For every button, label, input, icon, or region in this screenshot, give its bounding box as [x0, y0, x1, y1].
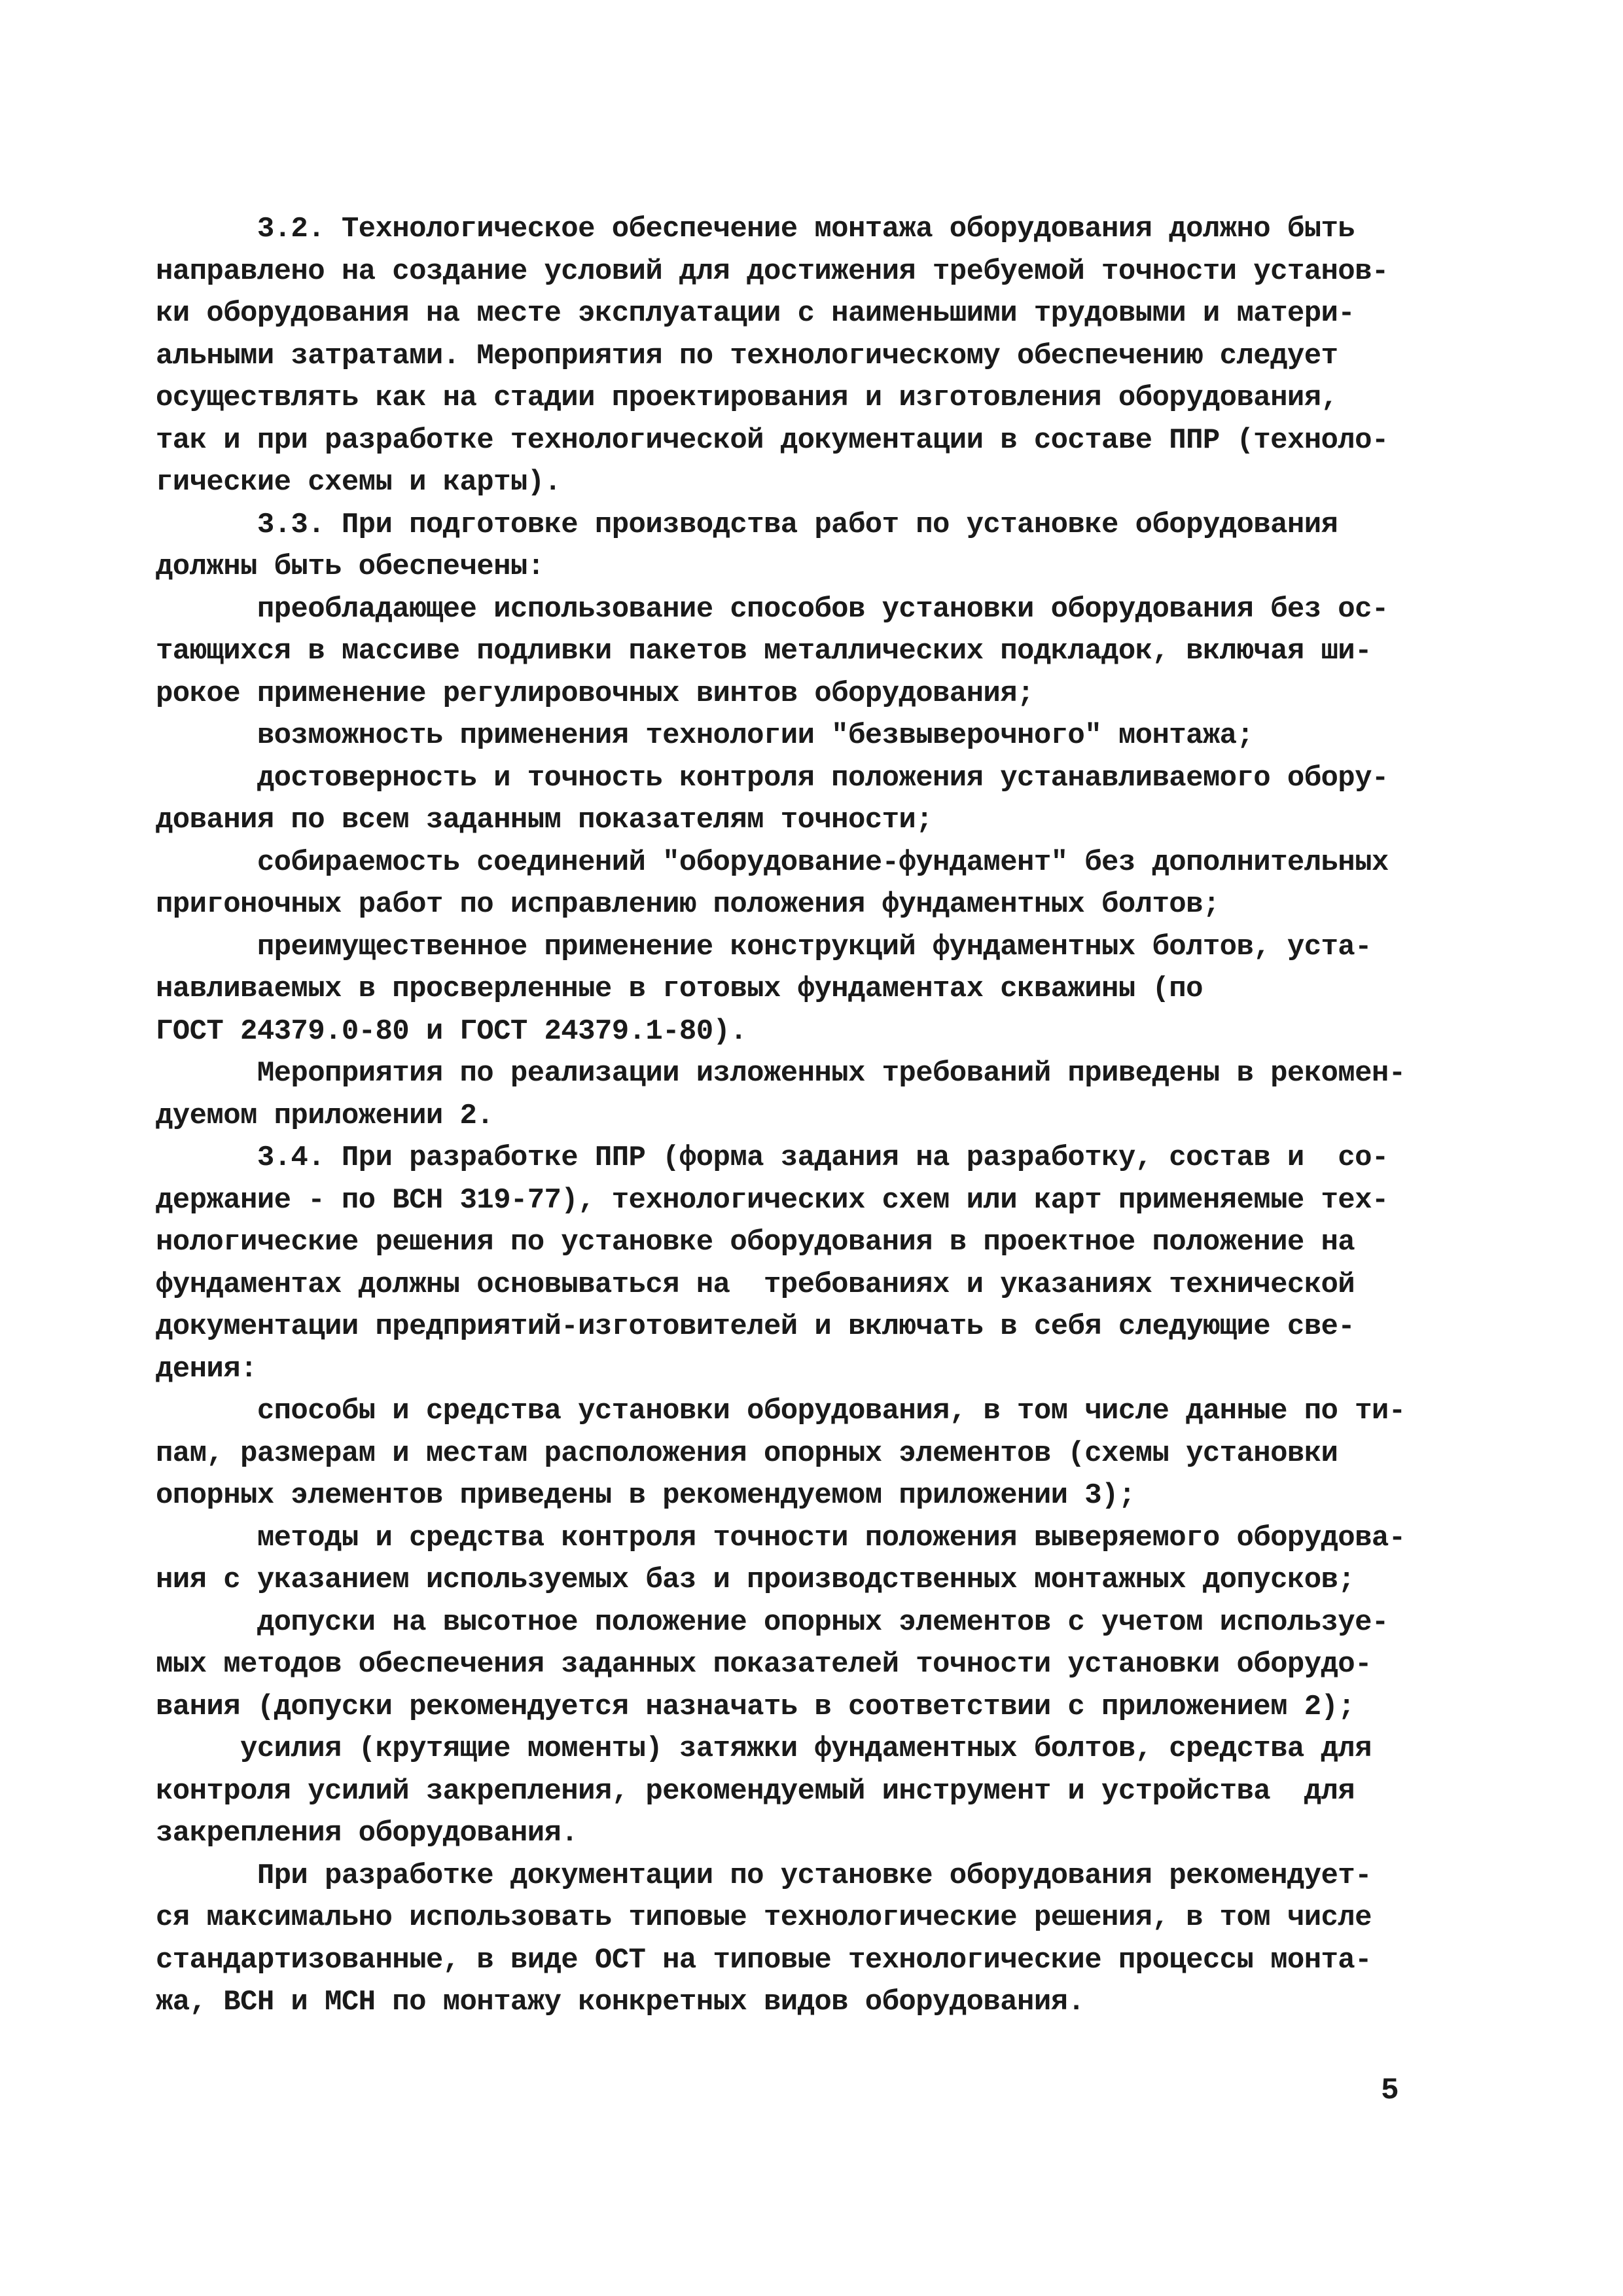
text-line: ГОСТ 24379.0-80 и ГОСТ 24379.1-80). — [156, 1014, 747, 1048]
document-body — [156, 208, 1412, 2024]
text-line: мых методов обеспечения заданных показателей точности установки оборудо- — [156, 1648, 1372, 1681]
text-line: достоверность и точность контроля положения устанавливаемого обору- — [156, 761, 1389, 795]
text-line: методы и средства контроля точности положения выверяемого оборудова- — [156, 1521, 1406, 1554]
text-line: нологические решения по установке оборудования в проектное положение на — [156, 1226, 1355, 1259]
text-line: ния с указанием используемых баз и производственных монтажных допусков; — [156, 1564, 1355, 1596]
text-line: документации предприятий-изготовителей и включать в себя следующие све- — [156, 1310, 1355, 1343]
text-line: тающихся в массиве подливки пакетов металлических подкладок, включая ши- — [156, 635, 1372, 668]
text-line: При разработке документации по установке оборудования рекомендует- — [156, 1859, 1372, 1892]
text-line: собираемость соединений "оборудование-фундамент" без дополнительных — [156, 846, 1389, 879]
text-line: дения: — [156, 1352, 257, 1386]
text-line: возможность применения технологии "безвыверочного" монтажа; — [156, 719, 1254, 752]
text-line: навливаемых в просверленные в готовых фундаментах скважины (по — [156, 973, 1203, 1005]
text-line: пригоночных работ по исправлению положения фундаментных болтов; — [156, 888, 1220, 921]
text-line: усилия (крутящие моменты) затяжки фундаментных болтов, средства для — [156, 1732, 1372, 1765]
text-line: опорных элементов приведены в рекомендуемом приложении 3); — [156, 1479, 1135, 1512]
text-line: способы и средства установки оборудования, в том числе данные по ти- — [156, 1395, 1406, 1427]
text-line: 3.4. При разработке ППР (форма задания на разработку, состав и со- — [156, 1141, 1389, 1174]
text-line: закрепления оборудования. — [156, 1817, 579, 1850]
text-line: контроля усилий закрепления, рекомендуемый инструмент и устройства для — [156, 1774, 1355, 1808]
text-line: допуски на высотное положение опорных элементов с учетом используе- — [156, 1605, 1389, 1639]
text-line: держание - по ВСН 319-77), технологических схем или карт применяемые тех- — [156, 1183, 1389, 1217]
text-line: альными затратами. Мероприятия по технологическому обеспечению следует — [156, 339, 1338, 372]
page-number: 5 — [1381, 2073, 1399, 2108]
text-line: Мероприятия по реализации изложенных требований приведены в рекомен- — [156, 1057, 1406, 1090]
text-line: ся максимально использовать типовые технологические решения, в том числе — [156, 1901, 1372, 1934]
text-line: жа, ВСН и МСН по монтажу конкретных видов оборудования. — [156, 1986, 1085, 2018]
text-line: пам, размерам и местам расположения опорных элементов (схемы установки — [156, 1437, 1338, 1470]
text-line: дуемом приложении 2. — [156, 1099, 494, 1132]
text-line: 3.3. При подготовке производства работ по установке оборудования — [156, 508, 1338, 541]
text-line: фундаментах должны основываться на требованиях и указаниях технической — [156, 1268, 1355, 1301]
text-line: гические схемы и карты). — [156, 466, 562, 499]
text-line: направлено на создание условий для достижения требуемой точности установ- — [156, 255, 1389, 288]
text-line: должны быть обеспечены: — [156, 550, 544, 583]
text-line: так и при разработке технологической документации в составе ППР (техноло- — [156, 423, 1389, 457]
text-line: осуществлять как на стадии проектирования и изготовления оборудования, — [156, 382, 1338, 414]
text-line: дования по всем заданным показателям точности; — [156, 804, 933, 836]
text-line: преобладающее использование способов установки оборудования без ос- — [156, 592, 1389, 626]
text-line: преимущественное применение конструкций фундаментных болтов, уста- — [156, 930, 1372, 963]
text-line: 3.2. Технологическое обеспечение монтажа оборудования должно быть — [156, 213, 1355, 245]
text-line: рокое применение регулировочных винтов оборудования; — [156, 677, 1034, 710]
text-line: вания (допуски рекомендуется назначать в соответствии с приложением 2); — [156, 1690, 1355, 1723]
text-line: ки оборудования на месте эксплуатации с наименьшими трудовыми и матери- — [156, 297, 1355, 330]
text-line: стандартизованные, в виде ОСТ на типовые технологические процессы монта- — [156, 1943, 1372, 1977]
